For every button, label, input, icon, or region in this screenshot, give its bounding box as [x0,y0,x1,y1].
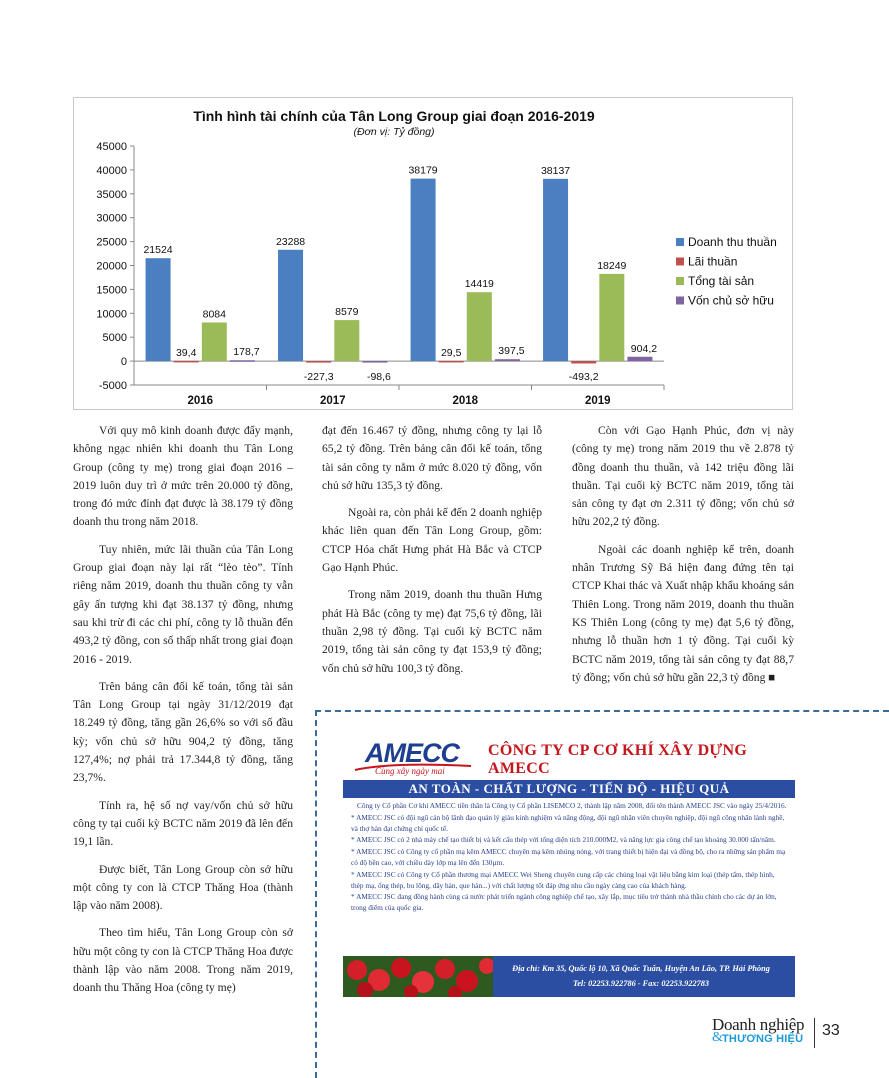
ad-bullet: * AMECC JSC có đội ngũ cán bộ lãnh đạo quản lý giàu kinh nghiệm và năng động, đội ngũ nhân viên chuyên nghiệp, đội ngũ công nhân lành nghề, và thợ hàn đạt chứng chỉ quốc tế. [351,812,785,833]
chart-bars [143,165,657,383]
x-category-label: 2016 [187,395,214,407]
chart-svg [74,98,794,411]
data-label: 397,5 [498,345,525,358]
article-column-3 [572,422,794,696]
ad-bullet: * AMECC JSC đang đồng hành cùng cả nước phát triển ngành công nghiệp chế tạo, xây lắp, mục tiêu trở thành nhà thầu chính cho các dự án lớn, trong điểm của quốc gia. [351,892,777,913]
y-tick-label: 15000 [96,284,127,297]
article-column-1 [73,422,293,1007]
bar-tổng-tài-sản-2017 [334,320,359,361]
ad-body [351,801,787,915]
data-label: -98,6 [366,371,391,384]
data-label: 14419 [464,278,494,291]
article-paragraph: Tuy nhiên, mức lãi thuần của Tân Long Group giai đoạn này lại rất “lèo tèo”. Tính riêng năm 2019, doanh thu thuần công ty vẫn gây ấn tượng khi đạt 38.137 tỷ đồng, nhưng sau khi trừ đi các chi phí, công ty lỗ thuần đến 493,2 tỷ đồng, con số thấp nhất trong giai đoạn 2016 - 2019. [73,542,293,666]
ad-address: Địa chỉ: Km 35, Quốc lộ 10, Xã Quốc Tuấn, Huyện An Lão, TP. Hải Phòng [512,964,770,973]
y-tick-label: 45000 [96,141,127,153]
ad-intro: Công ty Cổ phần Cơ khí AMECC tiền thân là Công ty Cổ phần LISEMCO 2, thành lập năm 2008, đổi tên thành AMECC JSC vào ngày 25/4/2016. [357,801,787,810]
financial-chart [73,97,793,410]
data-label: 39,4 [175,346,197,359]
y-tick-label: 5000 [102,332,127,345]
footer-separator [814,1018,815,1048]
data-label: 21524 [143,244,173,257]
x-category-label: 2019 [584,395,611,407]
bar-tổng-tài-sản-2016 [202,322,227,361]
bar-tổng-tài-sản-2019 [599,274,624,361]
ad-roses-image [343,956,493,997]
y-tick-label: -5000 [98,380,127,392]
bar-vốn-chủ-sở-hữu-2018 [495,359,520,361]
data-label: 29,5 [440,346,462,359]
bar-doanh-thu-thuần-2017 [278,250,303,361]
x-category-label: 2017 [319,395,346,407]
article-paragraph: Với quy mô kinh doanh được đẩy mạnh, không ngạc nhiên khi doanh thu Tân Long Group (công ty mẹ) trong giai đoạn 2016 – 2019 luôn duy trì ở mức trên 20.000 tỷ đồng, trong đó mức đỉnh đạt được là 38.179 tỷ đồng doanh thu trong năm 2018. [73,424,293,529]
y-tick-label: 10000 [96,308,127,321]
chart-subtitle: (Đơn vị: Tỷ đồng) [353,126,435,138]
ad-bullet: * AMECC JSC có 2 nhà máy chế tạo thiết bị và kết cấu thép với tổng diện tích 210.000M2, và năng lực gia công chế tạo khoảng 30.000 tấn/năm. [351,835,776,845]
ad-bullet: * AMECC JSC có Công ty cổ phần mạ kẽm AMECC chuyên mạ kẽm nhúng nóng, với trang thiết bị hiện đại và đồng bộ, cho ra những sản phẩm mạ có độ bền cao, với chiều dày lớp mạ lên đến 130µm. [351,847,786,867]
chart-title: Tình hình tài chính của Tân Long Group giai đoạn 2016-2019 [193,108,595,124]
data-label: 178,7 [233,346,260,359]
y-tick-label: 0 [120,356,127,369]
bar-doanh-thu-thuần-2019 [543,179,568,361]
legend-label: Vốn chủ sở hữu [688,293,774,308]
article-paragraph: Theo tìm hiểu, Tân Long Group còn sở hữu một công ty con là CTCP Thăng Hoa được thành lập vào năm 2008. Trong năm 2019, doanh thu Thăng Hoa (công ty mẹ) [73,926,293,995]
ad-slogan: AN TOÀN - CHẤT LƯỢNG - TIẾN ĐỘ - HIỆU QUẢ [408,781,730,796]
ad-contact [493,961,789,991]
article-paragraph: Trên bảng cân đối kế toán, tổng tài sản Tân Long Group tại ngày 31/12/2019 đạt 18.249 tỷ đồng, tăng gần 26,6% so với số đầu kỳ; vốn chủ sở hữu 904,2 tỷ đồng, tăng 127,4%; nợ phải trả 17.344,8 tỷ đồng, tăng 23,7%. [73,679,293,785]
data-label: 18249 [597,259,627,272]
bar-lãi-thuần-2017 [306,361,331,363]
data-label: 38137 [540,164,571,177]
amecc-logo-tagline: Cùng xây ngày mai [375,766,445,776]
data-label: 8084 [202,308,226,321]
ad-bullet: * AMECC JSC có Công ty Cổ phần thương mại AMECC Wei Sheng chuyên cung cấp các chủng loại vật liệu bằng kim loại (thép tấm, thép hình, thép mạ, ống thép, bu lông, dây hàn, que hàn...) với chất lượng tốt đáp ứng nhu cầu ngày càng cao của khách hàng. [351,869,775,890]
article-paragraph: Tính ra, hệ số nợ vay/vốn chủ sở hữu công ty tại cuối kỳ BCTC năm 2019 đã lên đến 19,1 lần. [73,798,293,849]
article-paragraph: đạt đến 16.467 tỷ đồng, nhưng công ty lại lỗ 65,2 tỷ đồng. Trên bảng cân đối kế toán, tổng tài sản công ty nằm ở mức 8.020 tỷ đồng, vốn chủ sở hữu 135,3 tỷ đồng. [322,424,542,492]
bar-vốn-chủ-sở-hữu-2019 [627,357,652,361]
legend-label: Lãi thuần [688,254,738,269]
y-tick-label: 35000 [96,188,127,201]
data-label: 8579 [335,306,359,319]
article-paragraph: Được biết, Tân Long Group còn sở hữu một công ty con là CTCP Thăng Hoa (thành lập vào năm 2008). [73,862,293,913]
magazine-brand-amp: & [712,1030,723,1045]
article-paragraph: Ngoài ra, còn phải kể đến 2 doanh nghiệp khác liên quan đến Tân Long Group, gồm: CTCP Hóa chất Hưng phát Hà Bắc và CTCP Gạo Hạnh Phúc. [322,506,542,575]
bar-vốn-chủ-sở-hữu-2016 [230,360,255,362]
legend-swatch [676,297,684,305]
ad-company-name: CÔNG TY CP CƠ KHÍ XÂY DỰNG AMECC [488,742,748,777]
legend-label: Tổng tài sản [688,274,755,288]
page-number: 33 [822,1022,840,1039]
bar-lãi-thuần-2018 [439,361,464,363]
data-label: 38179 [408,164,438,177]
y-tick-label: 30000 [96,212,127,225]
amecc-advertisement [343,730,795,997]
magazine-brand-top: Doanh nghiệp [712,1015,805,1034]
legend-label: Doanh thu thuần [688,235,777,249]
x-category-label: 2018 [452,395,479,407]
amecc-logo [351,736,481,778]
legend-swatch [676,238,684,246]
bar-doanh-thu-thuần-2016 [146,258,171,361]
amecc-logo-text: AMECC [365,738,459,768]
data-label: -227,3 [303,371,334,384]
article-paragraph: Ngoài các doanh nghiệp kể trên, doanh nhân Trương Sỹ Bá hiện đang đứng tên tại CTCP Khai thác và Xuất nhập khẩu khoáng sản Thiên Long. Trong năm 2019, doanh thu thuần KS Thiên Long (công ty mẹ) đạt 5,6 tỷ đồng, nhưng lỗ thuần hơn 1 tỷ đồng. Tại cuối kỳ BCTC năm 2019, tổng tài sản công ty đạt 88,7 tỷ đồng; vốn chủ sở hữu gần 22,3 tỷ đồng ■ [572,542,794,684]
ad-phone: Tel: 02253.922786 - Fax: 02253.922783 [572,979,710,988]
data-label: 904,2 [630,342,658,355]
bar-lãi-thuần-2016 [174,361,199,363]
y-tick-label: 25000 [96,236,127,249]
article-column-2 [322,422,542,687]
bar-lãi-thuần-2019 [571,361,596,363]
magazine-brand-bottom: THƯƠNG HIỆU [722,1033,804,1045]
bar-doanh-thu-thuần-2018 [411,179,436,361]
y-tick-label: 20000 [96,260,127,273]
article-paragraph: Trong năm 2019, doanh thu thuần Hưng phát Hà Bắc (công ty mẹ) đạt 75,6 tỷ đồng, lãi thuần 2,98 tỷ đồng. Tại cuối kỳ BCTC năm 2019, tổng tài sản công ty đạt 153,9 tỷ đồng; vốn chủ sở hữu 100,3 tỷ đồng. [322,588,542,675]
legend-swatch [676,258,684,266]
data-label: 23288 [275,235,306,248]
bar-tổng-tài-sản-2018 [467,292,492,361]
data-label: -493,2 [568,371,599,384]
article-paragraph: Còn với Gạo Hạnh Phúc, đơn vị này (công ty mẹ) trong năm 2019 thu về 2.878 tỷ đồng doanh thu thuần, và 142 triệu đồng lãi thuần. Tại cuối kỳ BCTC năm 2019, tổng tài sản công ty đạt ơn 2.311 tỷ đồng; vốn chủ sở hữu 202,2 tỷ đồng. [572,424,794,529]
bar-vốn-chủ-sở-hữu-2017 [362,361,387,363]
chart-axes [96,141,664,407]
y-tick-label: 40000 [96,164,127,177]
legend-swatch [676,277,684,285]
chart-legend [676,235,777,308]
